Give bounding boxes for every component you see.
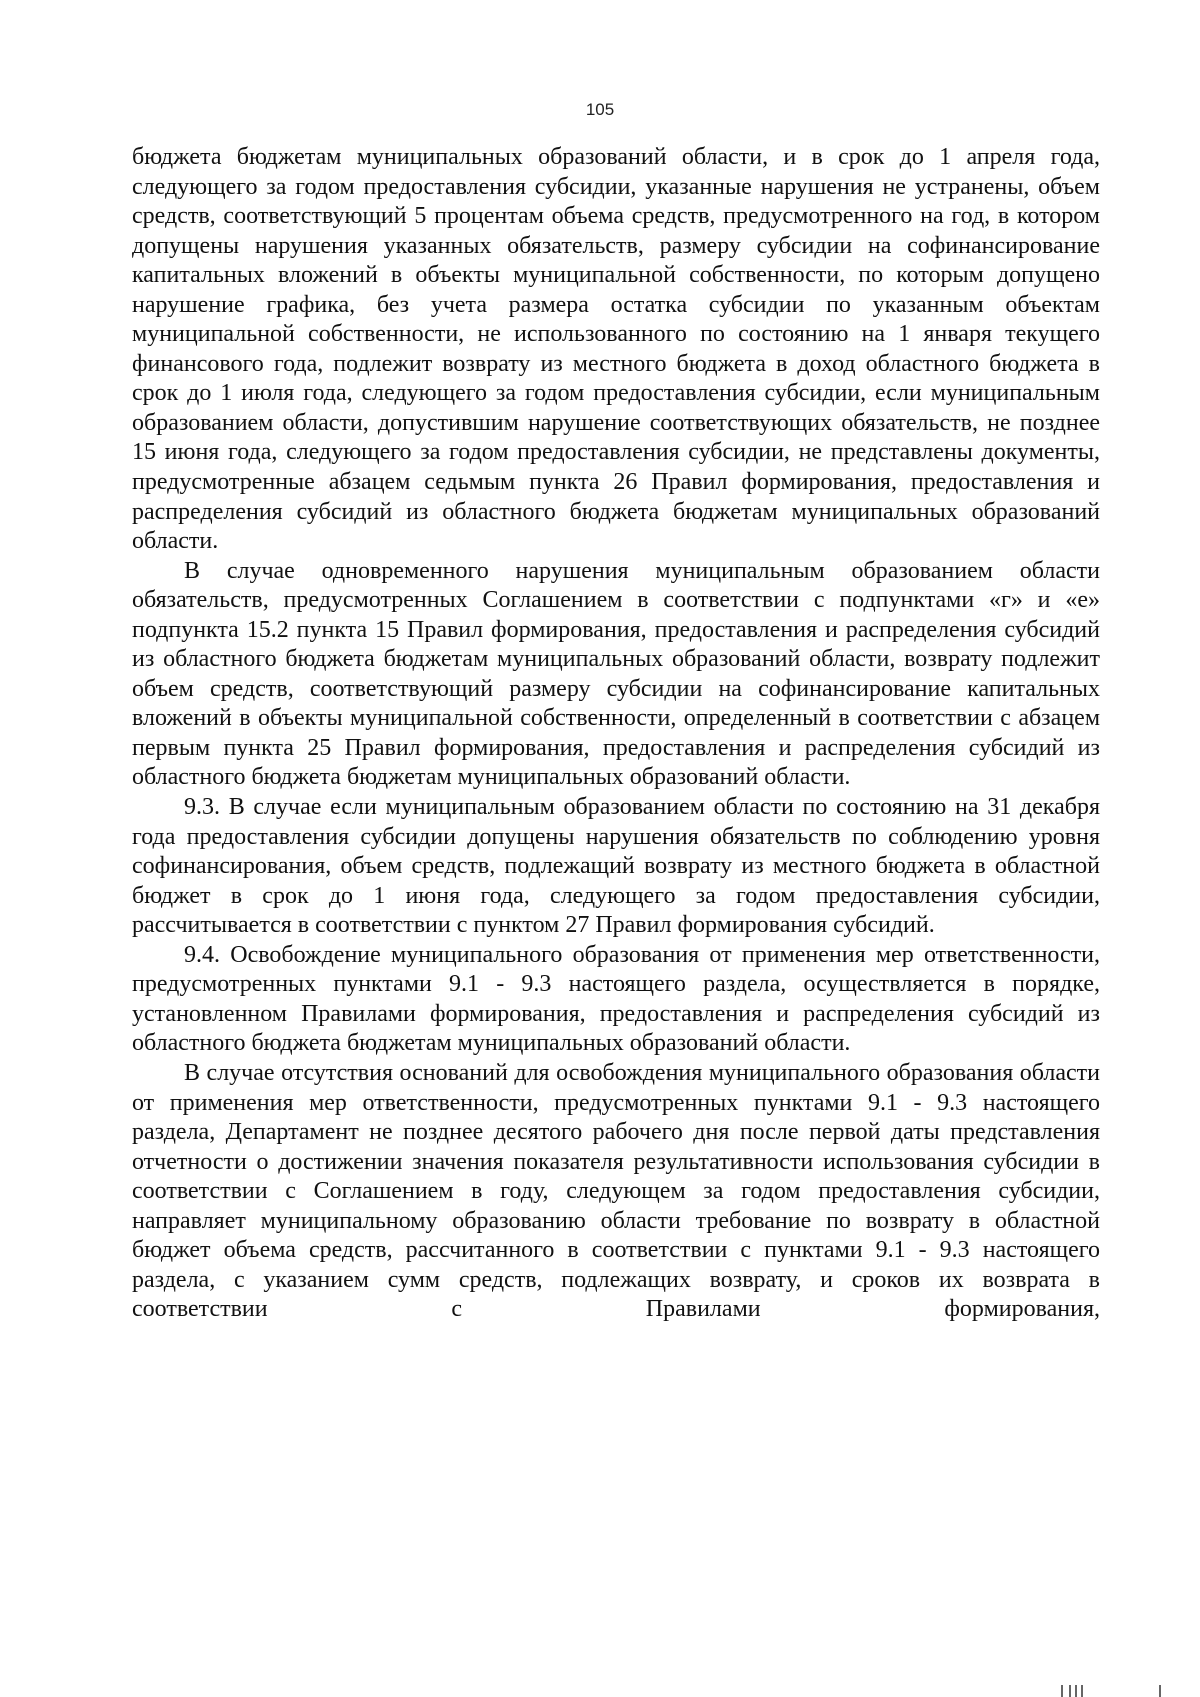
page-number: 105 [585, 100, 615, 119]
paragraph-no-grounds: В случае отсутствия оснований для освобождения муниципального образования области от применения мер ответственности, предусмотренных пунктами 9.1 - 9.3 настоящего раздела, Департамент не позднее десятого рабочего дня после первой даты представления отчетности о достижении значения показателя результативности использования субсидии в соответствии с Соглашением в году, следующем за годом предоставления субсидии, направляет муниципальному образованию области требование по возврату в областной бюджет объема средств, рассчитанного в соответствии с пунктами 9.1 - 9.3 настоящего раздела, с указанием сумм средств, подлежащих возврату, и сроков их возврата в соответствии с Правилами формирования, [132, 1059, 1100, 1323]
body-text [132, 143, 1100, 1325]
paragraph-simultaneous-violation: В случае одновременного нарушения муниципальным образованием области обязательств, предусмотренных Соглашением в соответствии с подпунктами «г» и «е» подпункта 15.2 пункта 15 Правил формирования, предоставления и распределения субсидий из областного бюджета бюджетам муниципальных образований области, возврату подлежит объем средств, соответствующий размеру субсидии на софинансирование капитальных вложений в объекты муниципальной собственности, определенный в соответствии с абзацем первым пункта 25 Правил формирования, предоставления и распределения субсидий из областного бюджета бюджетам муниципальных образований области. [132, 557, 1100, 791]
paragraph-9-3: 9.3. В случае если муниципальным образованием области по состоянию на 31 декабря года предоставления субсидии допущены нарушения обязательств по соблюдению уровня софинансирования, объем средств, подлежащий возврату из местного бюджета в областной бюджет в срок до 1 июня года, следующего за годом предоставления субсидии, рассчитывается в соответствии с пунктом 27 Правил формирования субсидий. [132, 794, 1100, 939]
paragraph-9-4: 9.4. Освобождение муниципального образования от применения мер ответственности, предусмотренных пунктами 9.1 - 9.3 настоящего раздела, осуществляется в порядке, установленном Правилами формирования, предоставления и распределения субсидий из областного бюджета бюджетам муниципальных образований области. [132, 941, 1100, 1057]
scan-edge-marks [1020, 1681, 1180, 1697]
paragraph-continuation: бюджета бюджетам муниципальных образований области, и в срок до 1 апреля года, следующего за годом предоставления субсидии, указанные нарушения не устранены, объем средств, соответствующий 5 процентам объема средств, предусмотренного на год, в котором допущены нарушения указанных обязательств, размеру субсидии на софинансирование капитальных вложений в объекты муниципальной собственности, по которым допущено нарушение графика, без учета размера остатка субсидии по указанным объектам муниципальной собственности, не использованного по состоянию на 1 января текущего финансового года, подлежит возврату из местного бюджета в доход областного бюджета в срок до 1 июля года, следующего за годом предоставления субсидии, если муниципальным образованием области, допустившим нарушение соответствующих обязательств, не позднее 15 июня года, следующего за годом предоставления субсидии, не представлены документы, предусмотренные абзацем седьмым пункта 26 Правил формирования, предоставления и распределения субсидий из областного бюджета бюджетам муниципальных образований области. [132, 144, 1100, 555]
